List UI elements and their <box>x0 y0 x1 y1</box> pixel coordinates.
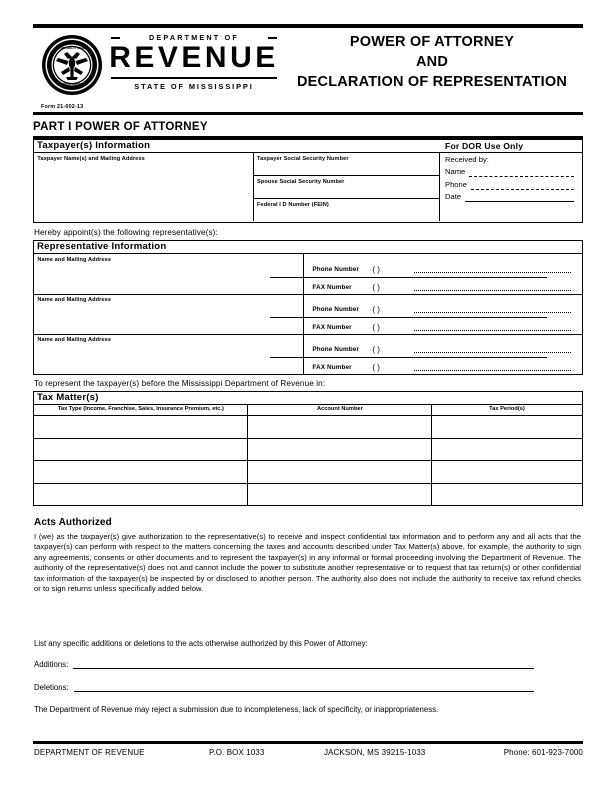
representative-row-2-inner-divider <box>270 317 547 318</box>
cell-tax-period[interactable] <box>432 438 581 461</box>
representative-contact-cell <box>304 334 581 374</box>
spouse-ssn-field[interactable] <box>254 176 440 199</box>
additions-label: Additions: <box>34 660 69 669</box>
representative-fax-row[interactable] <box>312 363 575 372</box>
taxpayer-name-address-field[interactable] <box>34 153 254 221</box>
column-header-tax-type: Tax Type (Income, Franchise, Sales, Insurance Premium, etc.) <box>34 405 248 415</box>
represent-taxpayer-line: To represent the taxpayer(s) before the Mississippi Department of Revenue in: <box>34 379 326 388</box>
deletions-label: Deletions: <box>34 683 69 692</box>
dor-name-label: Name <box>445 167 466 177</box>
additions-input-line[interactable] <box>73 660 534 669</box>
cell-account-number[interactable] <box>248 483 432 506</box>
revenue-underline-rule <box>111 77 277 79</box>
representative-contact-cell <box>304 254 581 294</box>
deletions-input-line[interactable] <box>74 683 534 692</box>
cell-tax-type[interactable] <box>34 438 248 461</box>
representative-name-address-label: Name and Mailing Address <box>37 257 112 264</box>
representative-row <box>34 254 581 295</box>
dor-received-by-row <box>440 155 581 165</box>
dor-use-only-title: For DOR Use Only <box>445 141 524 152</box>
cell-account-number[interactable] <box>248 415 432 438</box>
document-header <box>33 30 583 102</box>
cell-tax-period[interactable] <box>432 483 581 506</box>
footer-rule <box>33 741 583 744</box>
dor-date-input-line[interactable] <box>465 194 574 202</box>
representative-row <box>34 294 581 335</box>
representative-fax-label: FAX Number <box>312 284 352 292</box>
wordmark-rule-right <box>268 37 277 39</box>
representative-phone-area-code[interactable]: ( ) <box>372 265 380 275</box>
part-1-heading: PART I POWER OF ATTORNEY <box>33 121 208 133</box>
agency-logo-block <box>33 30 278 102</box>
footer-phone: Phone: 601-923-7000 <box>503 748 583 757</box>
representative-name-address-label: Name and Mailing Address <box>37 337 112 344</box>
representative-name-address-field[interactable] <box>34 254 304 294</box>
spouse-ssn-label: Spouse Social Security Number <box>257 179 345 186</box>
dor-phone-input-line[interactable] <box>471 182 574 190</box>
revenue-wordmark: REVENUE <box>109 41 279 74</box>
acts-authorized-heading: Acts Authorized <box>34 517 112 528</box>
cell-account-number[interactable] <box>248 438 432 461</box>
rejection-notice: The Department of Revenue may reject a submission due to incompleteness, lack of specificity, or inappropriateness. <box>34 705 439 714</box>
representative-row-3-inner-divider <box>270 357 547 358</box>
representative-fax-row[interactable] <box>312 283 575 292</box>
representative-phone-input-line[interactable] <box>414 266 571 273</box>
taxpayer-ssn-label: Taxpayer Social Security Number <box>257 156 349 163</box>
appoint-representatives-line: Hereby appoint(s) the following representative(s): <box>34 228 218 237</box>
table-row <box>34 460 581 484</box>
representative-fax-input-line[interactable] <box>414 284 571 291</box>
taxpayer-ssn-field[interactable] <box>254 153 440 176</box>
representative-fax-row[interactable] <box>312 323 575 332</box>
deletions-row[interactable] <box>34 683 534 692</box>
header-bottom-rule <box>33 112 583 115</box>
acts-authorized-paragraph: I (we) as the taxpayer(s) give authorization to the representative(s) to receive and inspect confidential tax information and to perform any and all acts that the taxpayer(s) can perform with respect to the matters concerning the taxes and accounts described under Tax Matter(s) above, for example, the authority to sign any agreements, consents or other documents and to represent the taxpayer(s) in any informal or formal proceeding involving the Department of Revenue. The authority of the representative(s) does not and cannot include the power to substitute another representative or to request that tax return(s) or other confidential tax information of the taxpayer(s) be inspected by or disclosed to another person. The authority also does not include the authority to receive tax refund checks or to sign returns unless specifically added below. <box>34 532 581 594</box>
dor-received-by-label: Received by: <box>445 154 489 164</box>
representative-fax-area-code[interactable]: ( ) <box>372 363 380 373</box>
representative-phone-input-line[interactable] <box>414 346 571 353</box>
cell-tax-type[interactable] <box>34 483 248 506</box>
svg-text:THE GREAT SEAL: THE GREAT SEAL <box>58 46 86 50</box>
representative-row <box>34 334 581 374</box>
additions-row[interactable] <box>34 660 534 669</box>
taxpayer-name-address-label: Taxpayer Name(s) and Mailing Address <box>37 156 145 163</box>
table-row <box>34 483 581 506</box>
representative-name-address-field[interactable] <box>34 294 304 334</box>
representative-fax-area-code[interactable]: ( ) <box>372 323 380 333</box>
representative-phone-input-line[interactable] <box>414 306 571 313</box>
dor-name-input-line[interactable] <box>469 169 574 177</box>
dor-use-only-box <box>440 140 581 221</box>
cell-tax-type[interactable] <box>34 460 248 483</box>
dor-date-row[interactable] <box>440 192 581 202</box>
document-footer <box>34 748 583 757</box>
representative-row-1-inner-divider <box>270 277 547 278</box>
tax-matters-section-band: Tax Matter(s) <box>33 391 583 404</box>
representative-phone-label: Phone Number <box>312 306 360 314</box>
representative-fax-input-line[interactable] <box>414 324 571 331</box>
footer-agency: DEPARTMENT OF REVENUE <box>34 748 145 757</box>
cell-tax-type[interactable] <box>34 415 248 438</box>
representative-fax-label: FAX Number <box>312 364 352 372</box>
representative-phone-area-code[interactable]: ( ) <box>372 345 380 355</box>
representative-phone-row[interactable] <box>312 265 575 274</box>
federal-id-number-label: Federal I D Number (FEIN) <box>257 201 329 208</box>
federal-id-number-field[interactable] <box>254 199 440 222</box>
title-line-1: POWER OF ATTORNEY <box>349 34 515 50</box>
footer-city-state-zip: JACKSON, MS 39215-1033 <box>324 748 426 757</box>
representative-contact-cell <box>304 294 581 334</box>
cell-tax-period[interactable] <box>432 415 581 438</box>
dor-name-row[interactable] <box>440 167 581 177</box>
form-number: Form 21-002-13 <box>41 104 84 110</box>
column-header-account-number: Account Number <box>248 405 432 415</box>
wordmark-rule-left <box>111 37 120 39</box>
title-line-3: DECLARATION OF REPRESENTATION <box>296 74 568 90</box>
representative-name-address-field[interactable] <box>34 334 304 374</box>
document-title <box>281 32 583 92</box>
header-top-rule <box>33 24 583 28</box>
cell-account-number[interactable] <box>248 460 432 483</box>
representative-fax-input-line[interactable] <box>414 364 571 371</box>
taxpayer-section-band: Taxpayer(s) Information <box>33 139 583 152</box>
title-line-2: AND <box>415 54 448 70</box>
department-of-text: DEPARTMENT OF <box>149 33 239 42</box>
representative-fax-area-code[interactable]: ( ) <box>372 283 380 293</box>
representative-section-band: Representative Information <box>33 240 583 253</box>
table-row <box>34 415 581 439</box>
state-of-mississippi-text: STATE OF MISSISSIPPI <box>134 82 254 91</box>
dor-phone-label: Phone <box>445 179 467 189</box>
table-row <box>34 438 581 462</box>
additions-deletions-instruction: List any specific additions or deletions to the acts otherwise authorized by this Power of Attorney: <box>34 639 368 648</box>
footer-po-box: P.O. BOX 1033 <box>209 748 265 757</box>
dor-phone-row[interactable] <box>440 180 581 190</box>
representative-phone-area-code[interactable]: ( ) <box>372 305 380 315</box>
representative-phone-row[interactable] <box>312 345 575 354</box>
representative-phone-row[interactable] <box>312 305 575 314</box>
dor-date-label: Date <box>445 192 462 202</box>
mississippi-state-seal-icon <box>40 32 104 98</box>
svg-text:MISSISSIPPI: MISSISSIPPI <box>62 82 82 86</box>
representative-fax-label: FAX Number <box>312 324 352 332</box>
cell-tax-period[interactable] <box>432 460 581 483</box>
representative-phone-label: Phone Number <box>312 266 360 274</box>
representative-name-address-label: Name and Mailing Address <box>37 297 112 304</box>
column-header-tax-period: Tax Period(s) <box>489 406 525 413</box>
representative-phone-label: Phone Number <box>312 346 360 354</box>
